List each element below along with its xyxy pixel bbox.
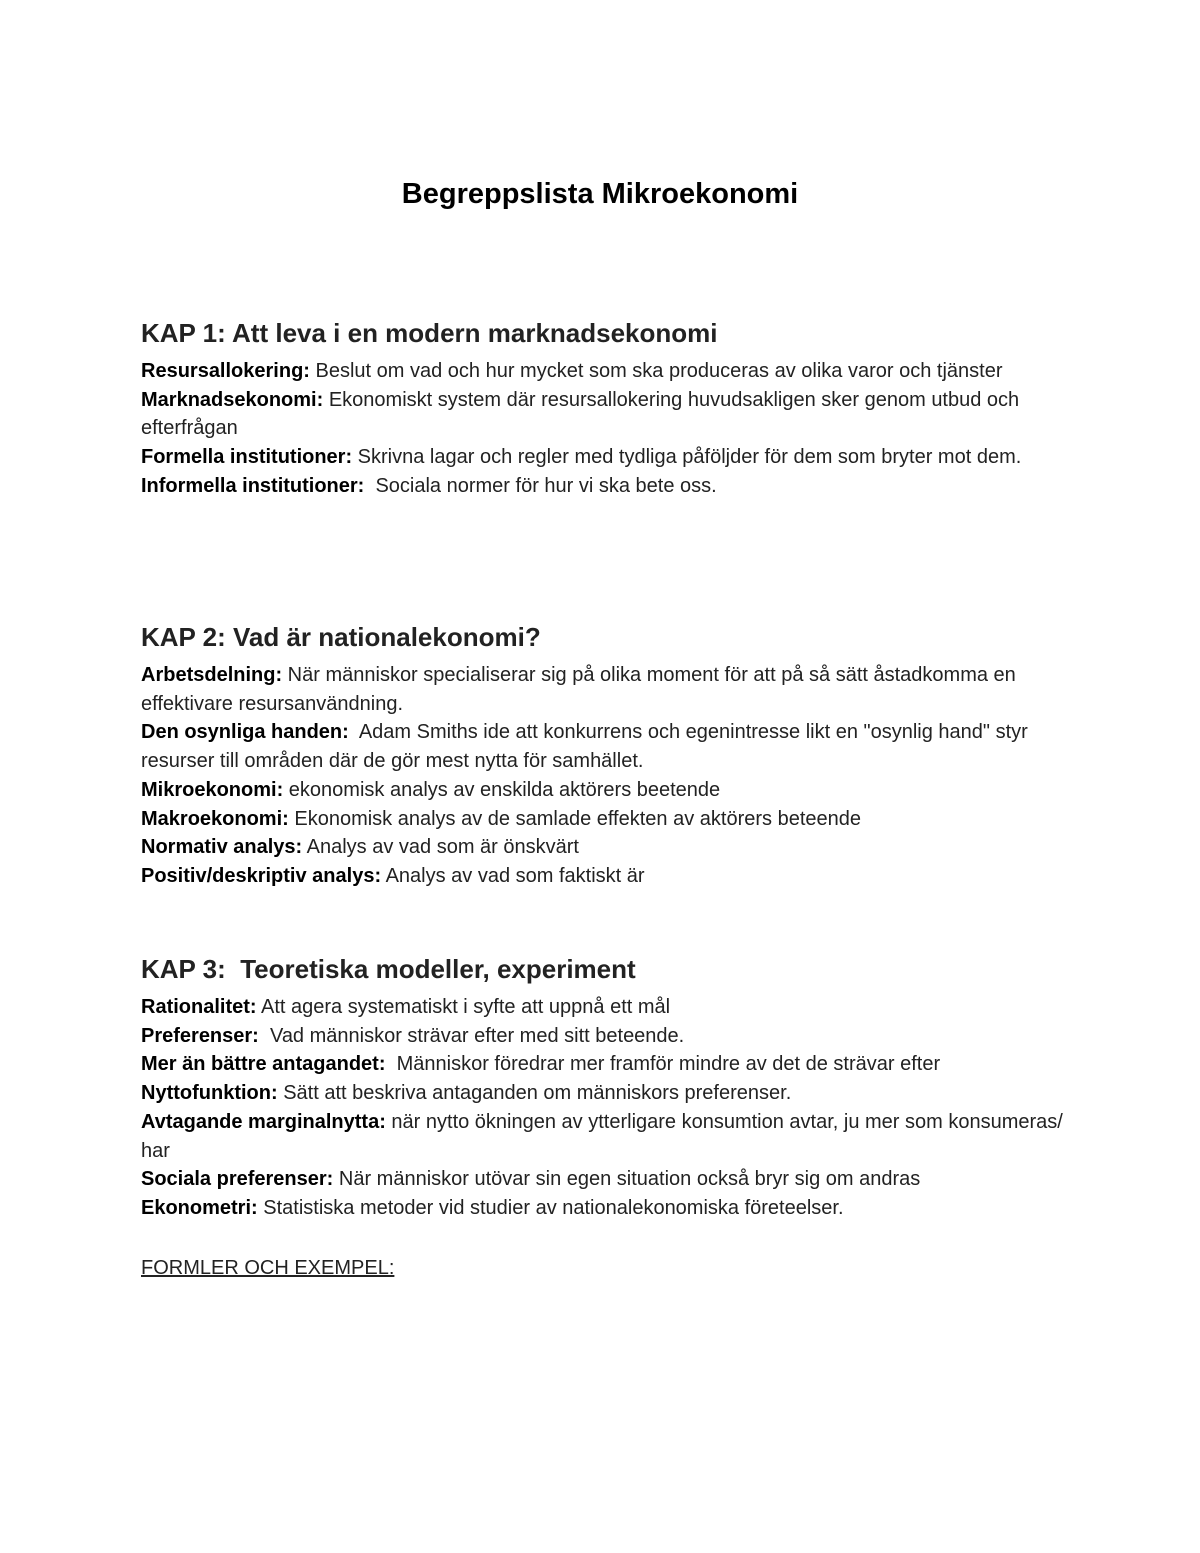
entry-definition: Vad människor strävar efter med sitt beteende. <box>258 1024 685 1047</box>
entry-term: Nyttofunktion: <box>141 1082 278 1105</box>
entry-positiv-deskriptiv-analys <box>141 862 1071 891</box>
entry-term: Makroekonomi: <box>141 807 289 830</box>
entry-marknadsekonomi <box>141 386 1071 443</box>
entry-resursallokering <box>141 357 1071 386</box>
entry-makroekonomi <box>141 805 1071 834</box>
formler-heading: FORMLER OCH EXEMPEL: <box>141 1257 395 1279</box>
entry-avtagande-marginalnytta <box>141 1108 1071 1165</box>
entry-den-osynliga-handen <box>141 718 1071 775</box>
entry-definition: När människor utövar sin egen situation också bryr sig om andras <box>333 1168 921 1191</box>
entry-term: Preferenser: <box>141 1024 259 1047</box>
section-heading: KAP 3: Teoretiska modeller, experiment <box>141 954 636 984</box>
entry-definition: Analys av vad som är önskvärt <box>302 836 579 859</box>
entry-definition: När människor specialiserar sig på olika moment för att på så sätt åstadkomma en effektivare resursanvändning. <box>141 664 1016 715</box>
section-heading: KAP 2: Vad är nationalekonomi? <box>141 622 541 652</box>
entry-term: Informella institutioner: <box>141 474 365 497</box>
entry-rationalitet <box>141 993 1071 1022</box>
entry-definition: när nytto ökningen av ytterligare konsumtion avtar, ju mer som konsumeras/ har <box>141 1110 1063 1162</box>
entry-definition: Statistiska metoder vid studier av nationalekonomiska företeelser. <box>257 1196 844 1219</box>
entry-mikroekonomi <box>141 776 1071 805</box>
entry-nyttofunktion <box>141 1079 1071 1108</box>
entry-definition: Sociala normer för hur vi ska bete oss. <box>364 474 717 497</box>
entry-definition: Adam Smiths ide att konkurrens och egenintresse likt en "osynlig hand" styr resurser till områden där de gör mest nytta för samhället. <box>141 721 1034 773</box>
entry-definition: Att agera systematiskt i syfte att uppnå ett mål <box>256 996 671 1018</box>
entry-sociala-preferenser <box>141 1165 1071 1194</box>
entry-definition: Analys av vad som faktiskt är <box>381 864 645 887</box>
entry-arbetsdelning <box>141 661 1071 718</box>
entry-definition: Sätt att beskriva antaganden om människors preferenser. <box>277 1082 792 1105</box>
entry-term: Resursallokering: <box>141 360 310 382</box>
entry-definition: Ekonomisk analys av de samlade effekten av aktörers beteende <box>288 807 861 830</box>
section-kap2 <box>141 619 1071 891</box>
entry-definition: ekonomisk analys av enskilda aktörers beetende <box>283 778 721 801</box>
entry-list <box>141 661 1071 891</box>
entry-definition: Skrivna lagar och regler med tydliga påföljder för dem som bryter mot dem. <box>352 446 1022 469</box>
entry-term: Sociala preferenser: <box>141 1168 334 1191</box>
section-heading: KAP 1: Att leva i en modern marknadsekonomi <box>141 318 718 348</box>
section-kap3 <box>141 951 1071 1223</box>
entry-mer-an-battre-antagandet <box>141 1050 1071 1079</box>
entry-definition: Beslut om vad och hur mycket som ska produceras av olika varor och tjänster <box>309 360 1003 382</box>
entry-list <box>141 993 1071 1223</box>
entry-definition: Ekonomiskt system där resursallokering huvudsakligen sker genom utbud och efterfrågan <box>141 388 1020 440</box>
entry-list <box>141 357 1071 501</box>
entry-term: Normativ analys: <box>141 836 303 859</box>
entry-definition: Människor föredrar mer framför mindre av det de strävar efter <box>385 1053 941 1076</box>
entry-term: Rationalitet: <box>141 996 257 1018</box>
entry-term: Marknadsekonomi: <box>141 388 324 411</box>
entry-preferenser <box>141 1022 1071 1051</box>
entry-term: Positiv/deskriptiv analys: <box>141 864 382 887</box>
entry-informella-institutioner <box>141 472 1071 501</box>
section-kap1 <box>141 315 1071 501</box>
entry-term: Mer än bättre antagandet: <box>141 1053 386 1076</box>
entry-term: Formella institutioner: <box>141 446 353 469</box>
entry-term: Mikroekonomi: <box>141 778 284 801</box>
entry-ekonometri <box>141 1194 1071 1223</box>
entry-term: Den osynliga handen: <box>141 721 349 744</box>
entry-normativ-analys <box>141 833 1071 862</box>
entry-formella-institutioner <box>141 443 1071 472</box>
entry-term: Arbetsdelning: <box>141 664 283 686</box>
entry-term: Avtagande marginalnytta: <box>141 1110 386 1133</box>
entry-term: Ekonometri: <box>141 1196 258 1219</box>
document-title: Begreppslista Mikroekonomi <box>401 178 799 210</box>
